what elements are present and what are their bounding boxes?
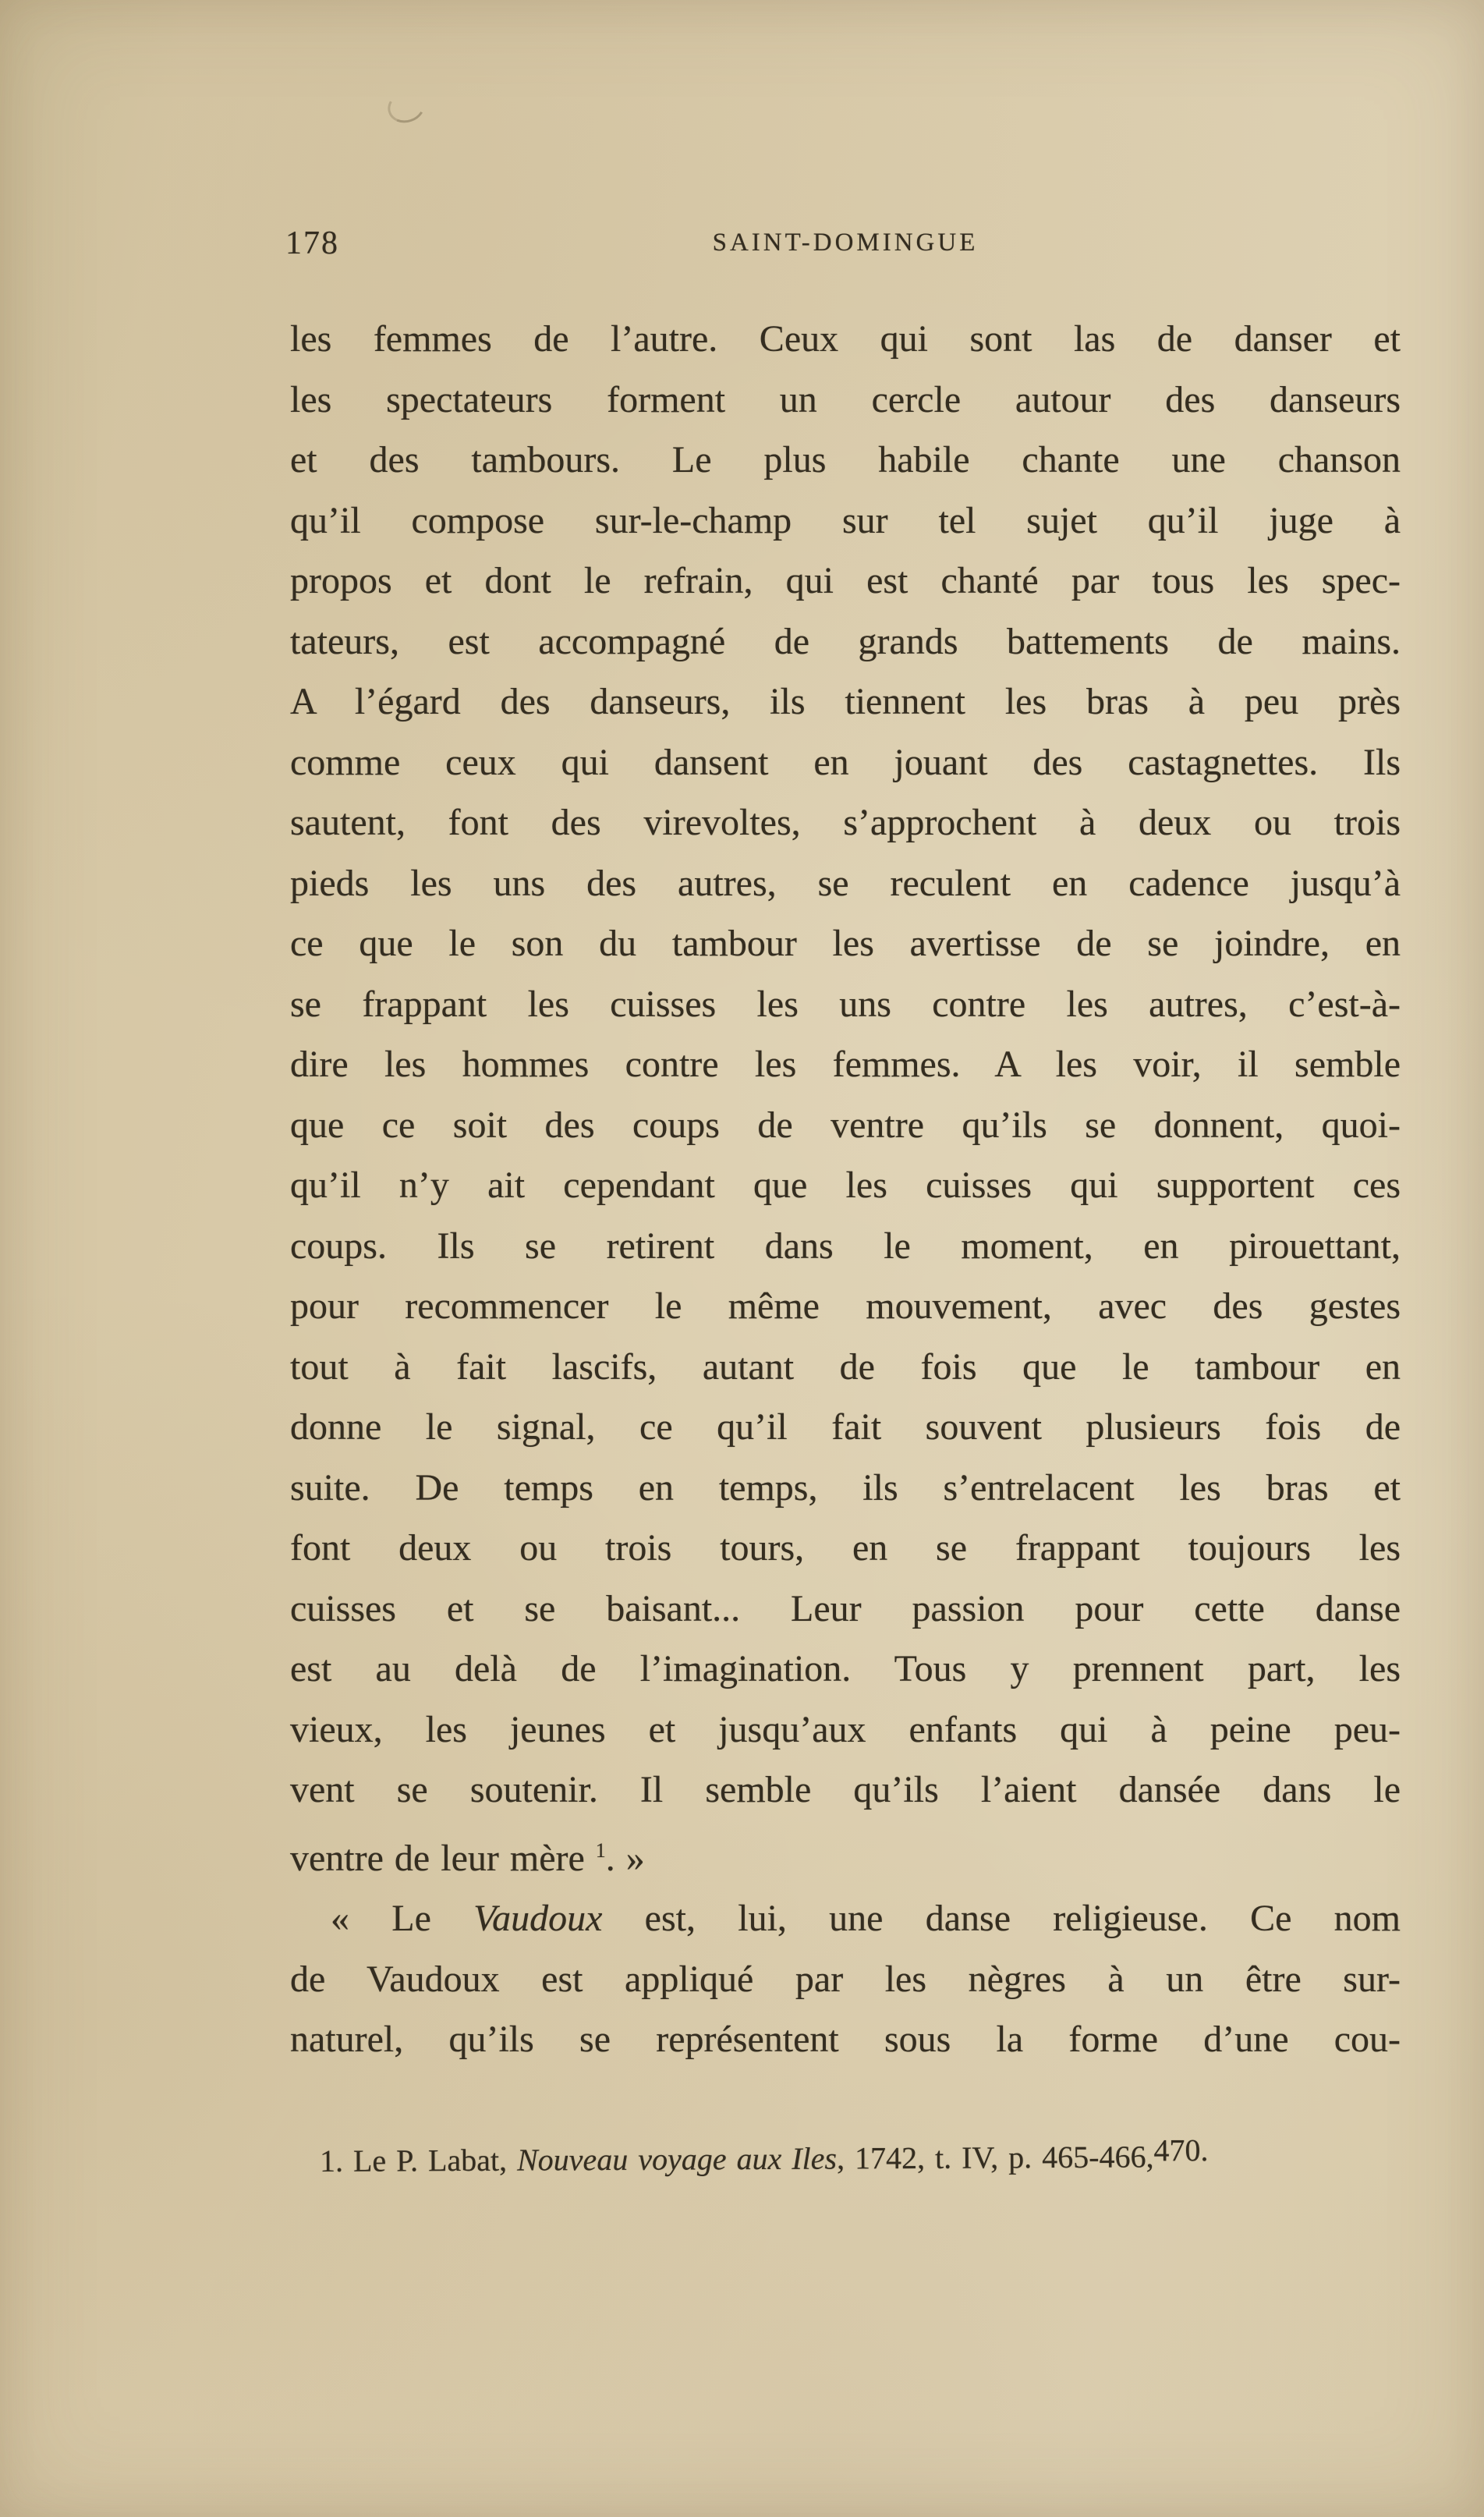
text-line xyxy=(290,1820,1401,1889)
text-line xyxy=(290,370,1401,431)
text-run: dire les hommes contre les femmes. A les voir, il semble xyxy=(290,1044,1401,1085)
text-run: font deux ou trois tours, en se frappant toujours les xyxy=(290,1527,1401,1569)
text-run: les femmes de l’autre. Ceux qui sont las de danser et xyxy=(290,318,1401,360)
text-run: . » xyxy=(605,1837,645,1879)
text-run: vieux, les jeunes et jusqu’aux enfants qui à peine peu- xyxy=(290,1708,1401,1750)
text-run: donne le signal, ce qu’il fait souvent plusieurs fois de xyxy=(290,1406,1401,1448)
text-line xyxy=(290,1579,1401,1640)
text-line xyxy=(290,1700,1401,1760)
text-run: et des tambours. Le plus habile chante une chanson xyxy=(290,439,1401,480)
text-line xyxy=(290,1458,1401,1519)
text-run: que ce soit des coups de ventre qu’ils se donnent, quoi- xyxy=(290,1104,1401,1146)
text-run: comme ceux qui dansent en jouant des castagnettes. Ils xyxy=(290,741,1401,783)
text-run: cuisses et se baisant... Leur passion pour cette danse xyxy=(290,1587,1401,1629)
text-line xyxy=(290,2009,1401,2070)
running-title: SAINT-DOMINGUE xyxy=(712,229,979,257)
page-header xyxy=(285,225,1401,268)
text-run: pour recommencer le même mouvement, avec des gestes xyxy=(290,1285,1401,1327)
body-text xyxy=(290,309,1401,2070)
text-line xyxy=(290,974,1401,1035)
text-run: les spectateurs forment un cercle autour des danseurs xyxy=(290,378,1401,420)
text-run: vent se soutenir. Il semble qu’ils l’aient dansée dans le xyxy=(290,1769,1401,1810)
text-run: ventre de leur mère xyxy=(290,1837,596,1879)
text-run: propos et dont le refrain, qui est chanté par tous les spec- xyxy=(290,560,1401,601)
footnote xyxy=(319,2132,1411,2179)
text-line xyxy=(290,1397,1401,1458)
text-run: tateurs, est accompagné de grands battements de mains. xyxy=(290,620,1401,662)
text-run: Vaudoux xyxy=(473,1898,603,1939)
text-line xyxy=(290,1034,1401,1095)
text-line xyxy=(290,1216,1401,1277)
text-line xyxy=(290,732,1401,793)
text-run: pieds les uns des autres, se reculent en cadence jusqu’à xyxy=(290,862,1401,904)
text-line xyxy=(290,430,1401,491)
text-line xyxy=(290,309,1401,370)
text-line xyxy=(290,1888,1401,1949)
text-run: est au delà de l’imagination. Tous y prennent part, les xyxy=(290,1648,1401,1689)
text-run: ce que le son du tambour les avertisse de se joindre, en xyxy=(290,923,1401,964)
text-run: coups. Ils se retirent dans le moment, en pirouettant, xyxy=(290,1225,1401,1267)
text-line xyxy=(290,1276,1401,1337)
text-line xyxy=(290,1760,1401,1820)
text-line xyxy=(290,1155,1401,1216)
text-line xyxy=(290,672,1401,732)
text-line xyxy=(290,551,1401,612)
text-run: « Le xyxy=(331,1898,474,1939)
text-run: suite. De temps en temps, ils s’entrelacent les bras et xyxy=(290,1466,1401,1508)
text-run: A l’égard des danseurs, ils tiennent les bras à peu près xyxy=(290,681,1401,722)
text-run: se frappant les cuisses les uns contre les autres, c’est-à- xyxy=(290,983,1401,1025)
page-number: 178 xyxy=(285,225,339,261)
text-line xyxy=(290,792,1401,853)
text-run: de Vaudoux est appliqué par les nègres à un être sur- xyxy=(290,1958,1401,2000)
text-line xyxy=(290,1639,1401,1700)
text-run: naturel, qu’ils se représentent sous la forme d’une cou- xyxy=(290,2019,1401,2060)
text-run: tout à fait lascifs, autant de fois que le tambour en xyxy=(290,1345,1401,1388)
text-run: 1 xyxy=(595,1838,606,1862)
text-run: , 1742, t. IV, p. 465-466, xyxy=(836,2139,1154,2176)
text-run: 470. xyxy=(1153,2132,1209,2168)
text-line xyxy=(290,853,1401,914)
text-run: Nouveau voyage aux Iles xyxy=(516,2140,838,2178)
text-line xyxy=(290,1949,1401,2010)
text-run: 1. Le P. Labat, xyxy=(319,2142,518,2178)
pencil-mark xyxy=(384,87,429,128)
text-line xyxy=(290,612,1401,672)
text-line xyxy=(290,491,1401,551)
text-line xyxy=(290,1518,1401,1579)
text-run: qu’il compose sur-le-champ sur tel sujet qu’il juge à xyxy=(290,499,1401,541)
text-line xyxy=(290,1095,1401,1156)
text-run: est, lui, une danse religieuse. Ce nom xyxy=(602,1898,1401,1939)
text-run: sautent, font des virevoltes, s’approchent à deux ou trois xyxy=(290,802,1401,843)
text-line xyxy=(290,1337,1401,1398)
text-line xyxy=(290,913,1401,974)
text-run: qu’il n’y ait cependant que les cuisses qui supportent ces xyxy=(290,1165,1401,1206)
